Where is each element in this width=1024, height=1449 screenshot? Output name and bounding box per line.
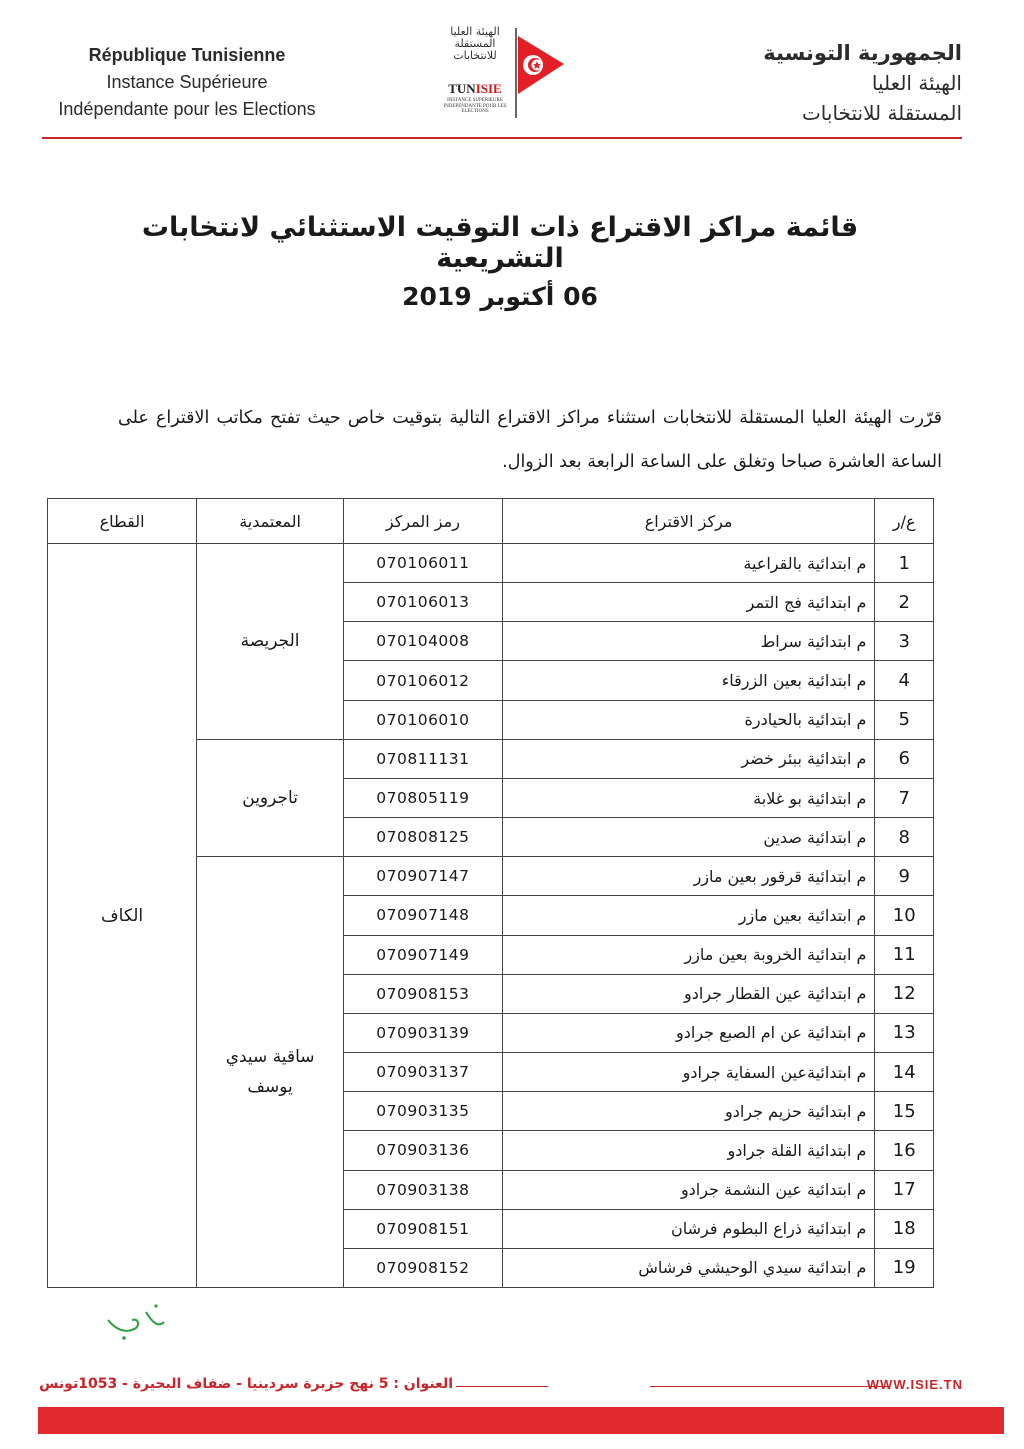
center-code: 070106010 [344,700,503,739]
row-number: 11 [875,935,934,974]
center-code: 070908153 [344,974,503,1013]
row-number: 5 [875,700,934,739]
header-ar-line-1: الجمهورية التونسية [763,41,962,65]
footer-line-left [456,1386,548,1387]
row-number: 19 [875,1248,934,1287]
header-ar-line-2: الهيئة العليا [871,71,962,95]
page-date: 06 أكتوبر 2019 [402,282,598,311]
logo-subtitle: INSTANCE SUPERIEURE INDEPENDANTE POUR LES ELECTIONS [443,98,507,114]
center-name: م ابتدائية قرقور بعين مازر [502,857,875,896]
row-number: 3 [875,622,934,661]
footer-line-right [650,1386,890,1387]
isie-logo [438,26,568,120]
row-number: 14 [875,1053,934,1092]
row-number: 16 [875,1131,934,1170]
row-number: 6 [875,739,934,778]
center-code: 070903138 [344,1170,503,1209]
row-number: 7 [875,778,934,817]
table-row [48,544,934,583]
center-name: م ابتدائية بالقراعية [502,544,875,583]
header-ar-line-3: المستقلة للانتخابات [801,101,962,125]
center-code: 070903136 [344,1131,503,1170]
center-code: 070903135 [344,1092,503,1131]
col-header-sector: القطاع [48,499,197,544]
center-code: 070907149 [344,935,503,974]
header-divider [42,137,962,139]
center-code: 070106013 [344,583,503,622]
header-fr-line-2: Instance Supérieure [106,72,268,92]
center-code: 070805119 [344,778,503,817]
sector-cell: الكاف [48,544,197,1288]
col-header-code: رمز المركز [344,499,503,544]
footer-address: العنوان : 5 نهج جزيرة سردينيا - ضفاف البحيرة - 1053تونس [39,1376,453,1392]
center-code: 070808125 [344,818,503,857]
polling-centers-table [47,498,934,1288]
center-name: م ابتدائية عين النشمة جرادو [502,1170,875,1209]
tunisia-flag-icon [512,28,568,118]
center-name: م ابتدائية بعين الزرقاء [502,661,875,700]
row-number: 4 [875,661,934,700]
row-number: 13 [875,1013,934,1052]
logo-wordmark [438,81,512,97]
center-name: م ابتدائية سراط [502,622,875,661]
center-name: م ابتدائية بو غلابة [502,778,875,817]
center-name: م ابتدائية صدين [502,818,875,857]
center-name: م ابتدائيةعين السفاية جرادو [502,1053,875,1092]
col-header-delegation: المعتمدية [197,499,344,544]
footer-red-bar [38,1407,1004,1434]
handwritten-signature [102,1304,172,1346]
center-name: م ابتدائية ذراع البطوم فرشان [502,1209,875,1248]
row-number: 18 [875,1209,934,1248]
logo-isie: ISIE [475,81,502,96]
center-name: م ابتدائية بعين مازر [502,896,875,935]
header-french [42,42,332,123]
header-arabic [702,38,962,128]
col-header-center: مركز الاقتراع [502,499,875,544]
row-number: 2 [875,583,934,622]
center-code: 070903137 [344,1053,503,1092]
row-number: 8 [875,818,934,857]
center-name: م ابتدائية عين القطار جرادو [502,974,875,1013]
delegation-cell: ساقية سيدي يوسف [197,857,344,1288]
center-code: 070104008 [344,622,503,661]
center-code: 070908151 [344,1209,503,1248]
row-number: 17 [875,1170,934,1209]
center-name: م ابتدائية فج التمر [502,583,875,622]
footer-website: WWW.ISIE.TN [866,1377,963,1392]
row-number: 15 [875,1092,934,1131]
table-body [48,544,934,1288]
center-name: م ابتدائية القلة جرادو [502,1131,875,1170]
header-fr-line-3: Indépendante pour les Elections [58,99,316,119]
row-number: 9 [875,857,934,896]
center-code: 070106012 [344,661,503,700]
center-name: م ابتدائية عن ام الصبع جرادو [502,1013,875,1052]
center-name: م ابتدائية ببئر خضر [502,739,875,778]
row-number: 10 [875,896,934,935]
table-header-row [48,499,934,544]
center-name: م ابتدائية بالحيادرة [502,700,875,739]
center-code: 070908152 [344,1248,503,1287]
delegation-cell: الجريصة [197,544,344,740]
center-name: م ابتدائية الخروبة بعين مازر [502,935,875,974]
intro-paragraph: قرّرت الهيئة العليا المستقلة للانتخابات استثناء مراكز الاقتراع التالية بتوقيت خاص حيث تفتح مكاتب الاقتراع على الساعة العاشرة صباحا وتغلق على الساعة الرابعة بعد الزوال. [118,408,942,472]
footer [38,1376,963,1404]
center-code: 070903139 [344,1013,503,1052]
center-code: 070907148 [344,896,503,935]
center-name: م ابتدائية سيدي الوحيشي فرشاش [502,1248,875,1287]
row-number: 1 [875,544,934,583]
center-code: 070811131 [344,739,503,778]
delegation-cell: تاجروين [197,739,344,856]
center-code: 070106011 [344,544,503,583]
center-name: م ابتدائية حزيم جرادو [502,1092,875,1131]
header-fr-line-1: République Tunisienne [88,45,286,65]
col-header-num: ع/ر [875,499,934,544]
center-code: 070907147 [344,857,503,896]
page-title: قائمة مراكز الاقتراع ذات التوقيت الاستثنائي لانتخابات التشريعية [141,212,859,274]
row-number: 12 [875,974,934,1013]
logo-arabic-text: الهيئة العليا المستقلة للانتخابات [450,25,500,62]
logo-tun: TUN [448,81,476,96]
